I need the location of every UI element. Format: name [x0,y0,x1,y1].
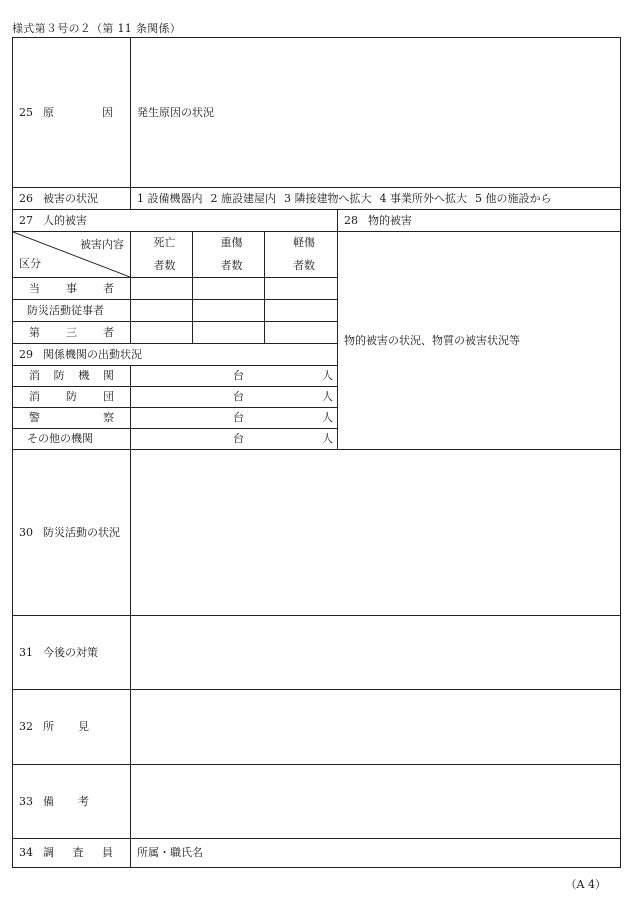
agency-label-char: 関 [102,369,114,382]
damage-status-text: 被害の状況 [43,191,98,205]
unit-vehicles: 台 [233,390,244,403]
agency-label-char: 機 [78,369,90,382]
agency-label-fire-department [13,366,131,387]
unit-people: 人 [322,432,333,445]
damage-option[interactable]: 5 他の施設から [475,191,552,205]
column-header-bottom: 者数 [220,259,243,272]
countermeasures-text: 今後の対策 [43,645,98,659]
agency-label-char: 消 [29,390,40,403]
remarks-row [13,765,621,839]
human-damage-number: 27 [19,213,33,227]
agency-label-char: 防 [66,390,77,403]
row-label-char: 当 [29,281,40,295]
agencies-header [13,344,338,366]
damage-status-row [13,188,621,210]
damage-status-label [13,188,131,210]
material-damage-number: 28 [344,213,358,227]
countermeasures-row [13,616,621,690]
row-label-party [13,278,131,300]
unit-people: 人 [322,390,333,403]
cause-label-char: 因 [102,105,113,119]
remarks-label-char: 考 [78,794,89,808]
damage-status-options [131,188,621,210]
column-header-top: 死亡 [153,236,176,249]
opinion-label [13,690,131,765]
material-damage-text: 物的被害 [368,213,412,227]
agency-label-police [13,408,131,429]
damage-option[interactable]: 4 事業所外へ拡大 [379,191,467,205]
investigator-label [13,839,131,868]
minor-cell[interactable] [265,278,338,300]
agency-count-field[interactable] [131,366,338,387]
agency-label-char: 警 [29,411,40,424]
accident-report-form [12,37,621,868]
opinion-number: 32 [19,720,33,733]
deaths-cell[interactable] [131,322,193,344]
minor-cell[interactable] [265,322,338,344]
human-damage-corner-cell [13,232,131,278]
disaster-activity-number: 30 [19,525,33,539]
disaster-activity-text: 防災活動の状況 [43,525,120,539]
material-damage-hint: 物的被害の状況、物質の被害状況等 [344,333,520,347]
row-label-text: 防災活動従事者 [27,303,104,317]
countermeasures-label [13,616,131,690]
disaster-activity-label [13,450,131,616]
opinion-label-char: 見 [78,720,89,733]
investigator-row [13,839,621,868]
cause-hint: 発生原因の状況 [137,105,214,119]
opinion-label-char: 所 [43,720,54,733]
column-header-top: 軽傷 [293,236,315,249]
unit-people: 人 [322,369,333,382]
unit-vehicles: 台 [233,411,244,424]
form-title: 様式第３号の２（第 11 条関係） [12,22,182,35]
corner-bottom-label: 区分 [19,257,41,270]
remarks-number: 33 [19,794,33,808]
row-label-third-party [13,322,131,344]
damage-option[interactable]: 3 隣接建物へ拡大 [284,191,372,205]
deaths-cell[interactable] [131,300,193,322]
investigator-label-char: 員 [102,846,113,859]
row-label-char: 者 [103,325,114,339]
disaster-activity-row [13,450,621,616]
row-label-responders [13,300,131,322]
agency-label-char: 消 [29,369,40,382]
column-header-minor [265,232,338,278]
column-header-serious [193,232,265,278]
investigator-label-char: 査 [72,846,84,859]
remarks-label [13,765,131,839]
investigator-hint: 所属・職氏名 [137,846,203,859]
row-label-char: 第 [29,325,40,339]
paper-size-note: （A 4） [565,878,606,891]
agency-count-field[interactable] [131,387,338,408]
disaster-activity-field[interactable] [131,450,621,616]
material-damage-header [338,210,621,232]
column-header-bottom: 者数 [293,259,315,272]
agency-label-text: その他の機関 [27,432,93,445]
damage-option[interactable]: 1 設備機器内 [137,191,203,205]
column-header-bottom: 者数 [153,259,176,272]
cause-number: 25 [19,105,33,119]
agency-label-char: 察 [103,411,114,424]
agencies-number: 29 [19,347,33,361]
material-damage-field[interactable] [338,232,621,450]
column-header-top: 重傷 [220,236,243,249]
corner-top-label: 被害内容 [80,238,124,251]
agency-count-field[interactable] [131,408,338,429]
agency-label-char: 団 [103,390,114,403]
agency-count-field[interactable] [131,429,338,450]
row-label-char: 者 [103,281,114,295]
remarks-field[interactable] [131,765,621,839]
damage-status-number: 26 [19,191,33,205]
cause-label-char: 原 [43,105,54,119]
countermeasures-number: 31 [19,645,33,659]
serious-cell[interactable] [193,278,265,300]
countermeasures-field[interactable] [131,616,621,690]
unit-people: 人 [322,411,333,424]
deaths-cell[interactable] [131,278,193,300]
row-label-char: 三 [66,325,77,339]
serious-cell[interactable] [193,322,265,344]
opinion-field[interactable] [131,690,621,765]
agency-label-char: 防 [53,369,65,382]
column-header-deaths [131,232,193,278]
serious-cell[interactable] [193,300,265,322]
human-damage-header [13,210,338,232]
opinion-row [13,690,621,765]
agencies-text: 関係機関の出動状況 [43,347,142,361]
human-damage-columns-row [13,232,621,278]
unit-vehicles: 台 [233,369,244,382]
unit-vehicles: 台 [233,432,244,445]
cause-label [13,38,131,188]
cause-field[interactable] [131,38,621,188]
remarks-label-char: 備 [43,794,54,808]
row-label-char: 事 [66,281,77,295]
investigator-number: 34 [19,846,33,859]
human-damage-text: 人的被害 [43,213,87,227]
damage-header-row [13,210,621,232]
cause-row [13,38,621,188]
investigator-label-char: 調 [43,846,54,859]
agency-label-fire-brigade [13,387,131,408]
minor-cell[interactable] [265,300,338,322]
damage-option[interactable]: 2 施設建屋内 [210,191,276,205]
agency-label-other [13,429,131,450]
investigator-field[interactable] [131,839,621,868]
